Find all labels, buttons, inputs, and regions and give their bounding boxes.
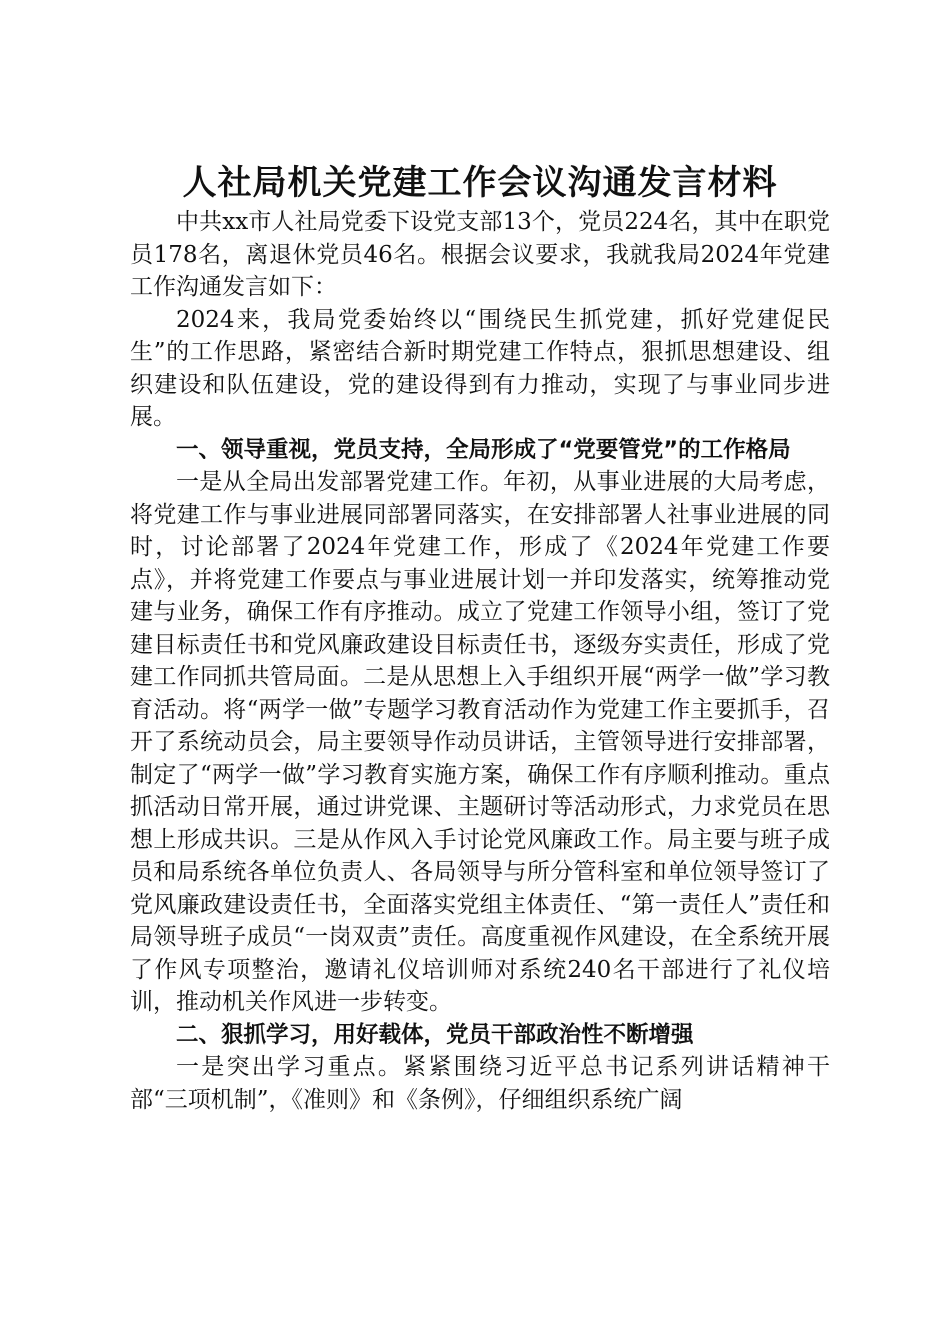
section-1-heading: 一、领导重视，党员支持，全局形成了“党要管党”的工作格局 (176, 436, 791, 463)
section-2-body: 一是突出学习重点。紧紧围绕习近平总书记系列讲话精神干部“三项机制”，《准则》和《条例》，仔细组织系统广阔 (130, 1054, 830, 1113)
intro-paragraph: 中共xx市人社局党委下设党支部13个，党员224名，其中在职党员178名，离退休党员46名。根据会议要求，我就我局2024年党建工作沟通发言如下： (130, 209, 830, 300)
document-title: 人社局机关党建工作会议沟通发言材料 (182, 163, 778, 203)
overview-paragraph: 2024来，我局党委始终以“围绕民生抓党建，抓好党建促民生”的工作思路，紧密结合新时期党建工作特点，狠抓思想建设、组织建设和队伍建设，党的建设得到有力推动，实现了与事业同步进展。 (130, 306, 830, 430)
section-2-heading: 二、狠抓学习，用好载体，党员干部政治性不断增强 (176, 1021, 694, 1048)
section-1-body: 一是从全局出发部署党建工作。年初，从事业进展的大局考虑，将党建工作与事业进展同部署同落实，在安排部署人社事业进展的同时，讨论部署了2024年党建工作，形成了《2024年党建工作要点》，并将党建工作要点与事业进展计划一并印发落实，统筹推动党建与业务，确保工作有序推动。成立了党建工作领导小组，签订了党建目标责任书和党风廉政建设目标责任书，逐级夯实责任，形成了党建工作同抓共管局面。二是从思想上入手组织开展“两学一做”学习教育活动。将“两学一做”专题学习教育活动作为党建工作主要抓手，召开了系统动员会，局主要领导作动员讲话，主管领导进行安排部署，制定了“两学一做”学习教育实施方案，确保工作有序顺利推动。重点抓活动日常开展，通过讲党课、主题研讨等活动形式，力求党员在思想上形成共识。三是从作风入手讨论党风廉政工作。局主要与班子成员和局系统各单位负责人、各局领导与所分管科室和单位领导签订了党风廉政建设责任书，全面落实党组主体责任、“第一责任人”责任和局领导班子成员“一岗双责”责任。高度重视作风建设，在全系统开展了作风专项整治，邀请礼仪培训师对系统240名干部进行了礼仪培训，推动机关作风进一步转变。 (130, 469, 830, 1015)
document-page (130, 160, 830, 1116)
page-bottom-margin (0, 1180, 950, 1344)
